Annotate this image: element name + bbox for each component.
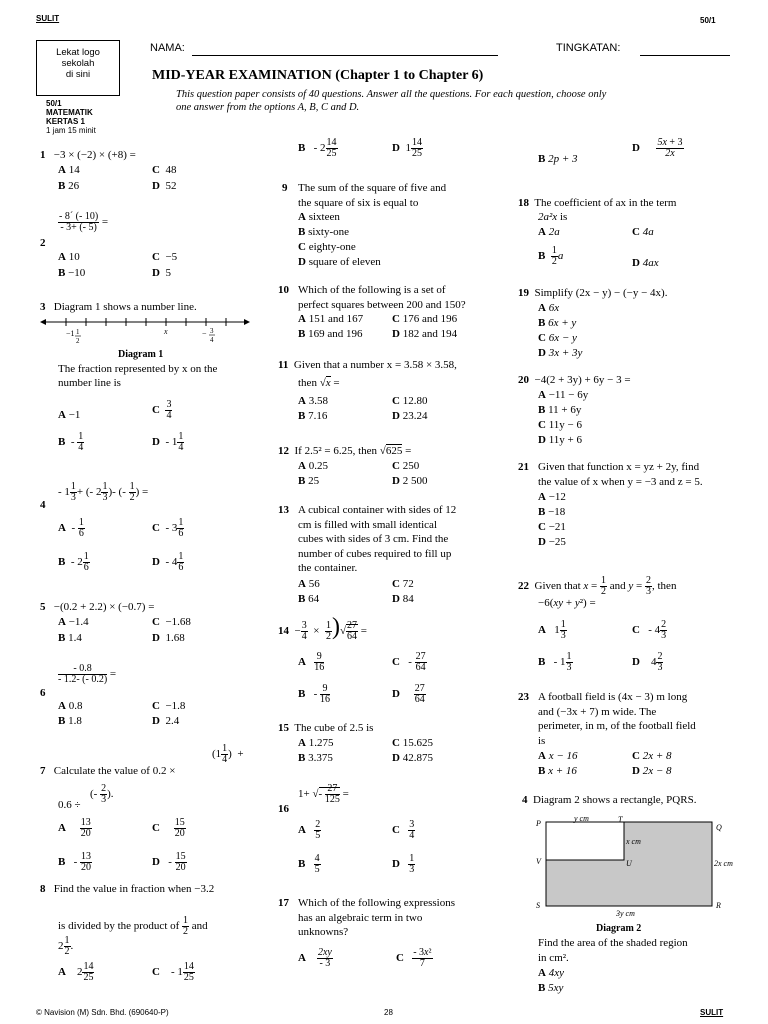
option-d[interactable]: 52 xyxy=(165,180,177,192)
option-b[interactable]: x + 16 xyxy=(548,765,577,777)
option-row: D $\frac{5x + 3}{2x}$ xyxy=(632,137,683,159)
option-b[interactable]: 64 xyxy=(308,593,320,605)
question-number: 14 xyxy=(278,625,289,637)
option-row: A 0.8 xyxy=(58,700,83,712)
option-b[interactable]: 25 xyxy=(308,475,320,487)
question-number: 6 xyxy=(40,687,46,699)
instructions-line: one answer from the options A, B, C and D. xyxy=(176,102,360,113)
option-b[interactable]: 5xy xyxy=(548,982,564,994)
question-text: Given that function x = yz + 2y, find xyxy=(538,461,700,473)
option-row: C - $\frac{27}{64}$ xyxy=(392,651,426,673)
option-row: D 23.24 xyxy=(392,410,428,422)
option-row: C −21 xyxy=(538,521,566,533)
question-text: Diagram 1 shows a number line. xyxy=(53,301,197,313)
question-24 xyxy=(522,793,696,808)
option-row: D 1.68 xyxy=(152,632,185,644)
question-text: perimeter, in m, of the football field xyxy=(538,720,696,732)
option-row: B 5xy xyxy=(538,982,564,994)
question-text: Calculate the value of 0.2 × xyxy=(53,765,176,777)
option-row: B 26 xyxy=(58,180,80,192)
question-text: A football field is (4x − 3) m long xyxy=(538,691,688,703)
option-a[interactable]: 10 xyxy=(68,251,80,263)
question-6-expr: $\frac{- 0.8}{- 1.2- (- 0.2)}$ = xyxy=(58,663,117,685)
option-row: C $\frac{3}{4}$ xyxy=(152,399,172,421)
question-number: 17 xyxy=(278,897,289,909)
option-b[interactable]: −10 xyxy=(68,267,86,279)
option-c[interactable]: −1.8 xyxy=(165,700,186,712)
option-row: C $\frac{\text{- 3x²}}{7}$ xyxy=(396,947,432,969)
option-row: C - 1 $\frac{14}{25}$ xyxy=(152,961,194,983)
option-row: A 2 $\frac{14}{25}$ xyxy=(58,961,94,983)
option-c[interactable]: −21 xyxy=(548,521,566,533)
option-row: B 64 xyxy=(298,593,320,605)
option-c[interactable]: 15.625 xyxy=(402,737,433,749)
option-row: A 1 $\frac{1}{3}$ xyxy=(538,619,566,641)
option-row: D 1 $\frac{14}{25}$ xyxy=(392,137,422,159)
tingkatan-field[interactable] xyxy=(640,55,730,56)
option-row: A $\frac{13}{20}$ xyxy=(58,817,91,839)
svg-text:3: 3 xyxy=(210,327,214,335)
option-row: A 56 xyxy=(298,578,320,590)
question-number: 13 xyxy=(278,504,289,516)
svg-text:4: 4 xyxy=(210,336,214,344)
question-text: then xyxy=(298,377,317,389)
question-text: Find the value in fraction when −3.2 xyxy=(53,883,215,895)
option-d[interactable]: 42.875 xyxy=(402,752,433,764)
option-row: B 3.375 xyxy=(298,752,333,764)
question-number: 5 xyxy=(40,601,46,613)
option-row: A −11 − 6y xyxy=(538,389,589,401)
option-row: B - $\frac{9}{16}$ xyxy=(298,683,331,705)
option-c[interactable]: eighty-one xyxy=(308,241,356,253)
question-text: number line is xyxy=(58,377,121,389)
subject-block xyxy=(46,99,96,135)
question-text: −(0.2 + 2.2) × (−0.7) = xyxy=(53,601,155,613)
svg-text:V: V xyxy=(536,857,541,866)
option-row: B −18 xyxy=(538,506,566,518)
question-text: Which of the following expressions xyxy=(298,897,456,909)
option-a[interactable]: 56 xyxy=(308,578,320,590)
option-a[interactable]: −1 xyxy=(68,409,81,421)
option-row: B 1.8 xyxy=(58,715,82,727)
question-text: in cm². xyxy=(538,952,569,964)
option-row: A −1.4 xyxy=(58,616,89,628)
option-d[interactable]: 5 xyxy=(165,267,171,279)
option-row: D −25 xyxy=(538,536,566,548)
option-c[interactable]: 250 xyxy=(402,460,420,472)
option-b[interactable]: 169 and 196 xyxy=(308,328,363,340)
question-text: Which of the following is a set of xyxy=(298,284,446,296)
question-13 xyxy=(278,503,492,576)
option-row: C eighty-one xyxy=(298,241,356,253)
option-d[interactable]: 2.4 xyxy=(165,715,180,727)
subject-code: 50/1 xyxy=(46,99,62,108)
option-b[interactable]: 1.4 xyxy=(68,632,82,644)
nama-label: NAMA: xyxy=(150,42,185,54)
question-text: and xyxy=(191,920,208,933)
question-19 xyxy=(518,286,667,301)
option-row: B −10 xyxy=(58,267,86,279)
option-row: C 176 and 196 xyxy=(392,313,458,325)
question-text: A cubical container with sides of 12 xyxy=(298,504,457,516)
question-text: Simplify (2x − y) − (−y − 4x). xyxy=(534,287,668,299)
question-text: The fraction represented by x on the xyxy=(58,363,218,375)
question-number: 11 xyxy=(278,359,289,371)
option-a[interactable]: 4xy xyxy=(548,967,564,979)
question-22: 22 Given that x = $\frac{1}{2}$ and y = $\frac{2}{3}$ , then xyxy=(518,575,677,597)
svg-text:2x cm: 2x cm xyxy=(714,859,733,868)
option-row: D 84 xyxy=(392,593,414,605)
option-a[interactable]: −12 xyxy=(548,491,566,503)
question-text: The sum of the square of five and xyxy=(298,182,447,194)
option-row: A x − 16 xyxy=(538,750,578,762)
question-16-expr: 1+ √- $\frac{27}{125}$ = xyxy=(298,783,349,805)
svg-text:Q: Q xyxy=(716,823,722,832)
question-number: 2 xyxy=(40,237,46,249)
option-c[interactable]: 12.80 xyxy=(402,395,428,407)
svg-text:P: P xyxy=(536,819,541,828)
question-text: perfect squares between 200 and 150? xyxy=(298,298,466,311)
logo-line: di sini xyxy=(65,69,91,80)
option-row: B 7.16 xyxy=(298,410,328,422)
question-text: has an algebraic term in two xyxy=(298,911,423,924)
option-b[interactable]: sixty-one xyxy=(308,226,350,238)
option-d[interactable]: 2x − 8 xyxy=(642,765,672,777)
option-a[interactable]: x − 16 xyxy=(548,750,578,762)
question-text: the square of six is equal to xyxy=(298,196,419,209)
question-text: is divided by the product of xyxy=(58,920,180,933)
question-2-expr: $\frac{- 8´ (- 10)}{- 3+ (- 5)}$ = xyxy=(59,211,109,233)
svg-text:−: − xyxy=(202,329,207,338)
option-row: C 11y − 6 xyxy=(538,419,582,431)
option-d[interactable]: square of eleven xyxy=(308,256,381,268)
question-14: 14 − $\frac{3}{4}$ × $\frac{1}{2}$ )√ $\frac{27}{64}$ = xyxy=(278,614,367,642)
option-d[interactable]: 84 xyxy=(402,593,414,605)
option-row: A $\frac{2}{5}$ xyxy=(298,819,321,841)
option-row: B $\frac{4}{5}$ xyxy=(298,853,320,875)
paper-number: KERTAS 1 xyxy=(46,117,85,126)
question-number: 12 xyxy=(278,445,289,457)
option-row: A 1.275 xyxy=(298,737,334,749)
option-a[interactable]: −11 − 6y xyxy=(548,389,589,401)
logo-line: Lekat logo xyxy=(56,47,100,58)
question-17 xyxy=(278,896,492,940)
option-row: A 6x xyxy=(538,302,560,314)
question-number: 1 xyxy=(40,149,46,161)
page-number: 28 xyxy=(384,1008,393,1017)
option-row: D - 1 $\frac{1}{4}$ xyxy=(152,431,184,453)
option-row: C −1.8 xyxy=(152,700,186,712)
option-b[interactable]: 6x + y xyxy=(548,317,577,329)
question-text: unknowns? xyxy=(298,926,349,938)
question-text: If 2.5² = 6.25, then xyxy=(294,445,378,457)
question-21 xyxy=(518,460,732,489)
nama-field[interactable] xyxy=(192,55,498,56)
svg-text:x: x xyxy=(164,327,168,336)
option-row: C - 4 $\frac{2}{3}$ xyxy=(632,619,667,641)
q7-term1: (1 $\frac{1}{4}$ ) + xyxy=(212,743,244,765)
option-row: D 2x − 8 xyxy=(632,765,672,777)
option-b[interactable]: 2p + 3 xyxy=(548,153,578,165)
option-a[interactable]: 0.25 xyxy=(308,460,328,472)
question-9 xyxy=(282,181,492,210)
option-row: A $\frac{9}{16}$ xyxy=(298,651,325,673)
logo-box xyxy=(36,40,120,96)
option-c[interactable]: −1.68 xyxy=(165,616,191,628)
option-row: B - 2 $\frac{1}{6}$ xyxy=(58,551,89,573)
option-row: C - 3 $\frac{1}{6}$ xyxy=(152,517,184,539)
question-text: −3 × (−2) × (+8) = xyxy=(53,149,136,161)
question-15 xyxy=(278,721,373,736)
question-number: 20 xyxy=(518,374,529,386)
option-row: D 11y + 6 xyxy=(538,434,582,446)
question-text: the value of x when y = −3 and z = 5. xyxy=(538,475,703,488)
copyright: © Navision (M) Sdn. Bhd. (690640-P) xyxy=(36,1008,169,1017)
rectangle-pqrs-diagram xyxy=(530,812,736,922)
option-a[interactable]: 151 and 167 xyxy=(308,313,364,325)
question-18-term: 2a²x is xyxy=(538,211,568,223)
option-row: D square of eleven xyxy=(298,256,381,268)
question-11 xyxy=(278,358,457,373)
svg-text:3y cm: 3y cm xyxy=(616,909,635,918)
svg-text:2: 2 xyxy=(76,337,80,345)
option-row: D $\frac{1}{3}$ xyxy=(392,853,415,875)
question-22-expr: −6(xy + y²) = xyxy=(538,597,596,609)
option-row: C 250 xyxy=(392,460,420,472)
question-text: The cube of 2.5 is xyxy=(294,722,374,734)
question-number: 3 xyxy=(40,301,46,313)
option-row: A 3.58 xyxy=(298,395,328,407)
option-row: C 4a xyxy=(632,226,654,238)
option-row: A 2a xyxy=(538,226,560,238)
svg-text:−1: −1 xyxy=(66,329,75,338)
option-row: B - $\frac{1}{4}$ xyxy=(58,431,84,453)
option-row: A $\frac{2xy}{- 3}$ xyxy=(298,947,332,969)
option-d[interactable]: 1.68 xyxy=(165,632,185,644)
question-20 xyxy=(518,373,631,388)
question-text: −4(2 + 3y) + 6y − 3 = xyxy=(534,374,631,386)
svg-text:x cm: x cm xyxy=(626,837,641,846)
svg-text:y cm: y cm xyxy=(574,814,589,823)
question-number: 8 xyxy=(40,883,46,895)
option-row: A 14 xyxy=(58,164,80,176)
option-row: D 3x + 3y xyxy=(538,347,583,359)
question-1 xyxy=(40,148,136,163)
option-row: A - $\frac{1}{6}$ xyxy=(58,517,84,539)
question-number: 4 xyxy=(40,499,46,511)
option-row: A 151 and 167 xyxy=(298,313,364,325)
question-number: 7 xyxy=(40,765,46,777)
option-row: A −12 xyxy=(538,491,566,503)
option-row: B - $\frac{13}{20}$ xyxy=(58,851,92,873)
option-row: D - $\frac{15}{20}$ xyxy=(152,851,186,873)
question-text: Given that a number x = 3.58 × 3.58, xyxy=(293,359,457,371)
option-d[interactable]: 11y + 6 xyxy=(548,434,582,446)
sulit-footer: SULIT xyxy=(700,1008,724,1017)
option-row: C −1.68 xyxy=(152,616,191,628)
option-b[interactable]: 26 xyxy=(68,180,80,192)
option-d[interactable]: 2 500 xyxy=(402,475,428,487)
option-row: D 182 and 194 xyxy=(392,328,458,340)
option-row: B 25 xyxy=(298,475,320,487)
svg-text:S: S xyxy=(536,901,540,910)
option-a[interactable]: 14 xyxy=(68,164,80,176)
question-number: 10 xyxy=(278,284,289,296)
question-text: Diagram 2 shows a rectangle, PQRS. xyxy=(533,794,697,806)
option-d[interactable]: 23.24 xyxy=(402,410,428,422)
option-c[interactable]: 2x + 8 xyxy=(642,750,672,762)
option-row: C 2x + 8 xyxy=(632,750,672,762)
question-18 xyxy=(518,196,730,211)
sulit-mark: SULIT xyxy=(36,14,60,23)
instructions xyxy=(176,88,716,114)
option-row: B 6x + y xyxy=(538,317,577,329)
question-number: 9 xyxy=(282,182,288,194)
question-4-expr: - 1 $\frac{1}{3}$ + (- 2 $\frac{1}{3}$ )- (- $\frac{1}{2}$ ) = xyxy=(58,481,149,503)
option-d[interactable]: −25 xyxy=(548,536,566,548)
subject-name: MATEMATIK xyxy=(46,108,93,117)
option-a[interactable]: 2a xyxy=(548,226,560,238)
option-row: C $\frac{15}{20}$ xyxy=(152,817,185,839)
question-number: 19 xyxy=(518,287,529,299)
diagram-caption: Diagram 1 xyxy=(118,349,164,360)
svg-text:T: T xyxy=(618,815,623,824)
option-row: B $\frac{1}{2}$ a xyxy=(538,245,564,267)
question-text: Find the area of the shaded region xyxy=(538,937,688,949)
question-number: 21 xyxy=(518,461,529,473)
option-row: D 2 500 xyxy=(392,475,428,487)
question-text: cubes with sides of 3 cm. Find the xyxy=(298,533,449,545)
question-number: 16 xyxy=(278,803,289,815)
option-row: D 2.4 xyxy=(152,715,180,727)
question-text: The coefficient of ax in the term xyxy=(534,197,677,209)
option-a[interactable]: −1.4 xyxy=(68,616,89,628)
option-d[interactable]: 182 and 194 xyxy=(402,328,458,340)
q8-term: 2 $\frac{1}{2}$ . xyxy=(58,935,74,957)
question-3 xyxy=(40,300,197,315)
option-c[interactable]: 48 xyxy=(165,164,177,176)
option-c[interactable]: 4a xyxy=(642,226,654,238)
option-d[interactable]: 4ax xyxy=(642,257,659,269)
svg-text:U: U xyxy=(626,859,632,868)
option-row: A 0.25 xyxy=(298,460,328,472)
question-8 xyxy=(40,882,214,897)
question-number: 18 xyxy=(518,197,529,209)
question-8-line2: is divided by the product of $\frac{1}{2}$ and xyxy=(58,915,208,937)
paper-code: 50/1 xyxy=(700,16,716,25)
question-number: 23 xyxy=(518,691,529,703)
question-12: 12 If 2.5² = 6.25, then √625 = xyxy=(278,445,412,457)
question-text: 0.6 ÷ xyxy=(58,799,81,811)
option-row: D - 4 $\frac{1}{6}$ xyxy=(152,551,184,573)
option-c[interactable]: 11y − 6 xyxy=(548,419,582,431)
option-b[interactable]: 3.375 xyxy=(308,752,333,764)
option-row: B - 1 $\frac{1}{3}$ xyxy=(538,651,572,673)
option-c[interactable]: 6x − y xyxy=(548,332,577,344)
diagram-caption: Diagram 2 xyxy=(596,923,642,934)
question-23 xyxy=(518,690,732,748)
option-d[interactable]: 3x + 3y xyxy=(548,347,583,359)
tingkatan-label: TINGKATAN: xyxy=(556,42,621,54)
option-row: C $\frac{3}{4}$ xyxy=(392,819,415,841)
option-row: B x + 16 xyxy=(538,765,577,777)
question-10 xyxy=(278,283,494,312)
option-row: C 15.625 xyxy=(392,737,433,749)
svg-text:R: R xyxy=(716,901,721,910)
question-11-line2: then √x = xyxy=(298,377,340,389)
option-c[interactable]: 176 and 196 xyxy=(402,313,458,325)
duration: 1 jam 15 minit xyxy=(46,126,96,135)
question-text: is xyxy=(538,734,546,747)
option-row: B 11 + 6y xyxy=(538,404,582,416)
question-number: 22 xyxy=(518,580,529,593)
option-c[interactable]: 72 xyxy=(402,578,414,590)
question-text: number of cubes required to fill up xyxy=(298,547,452,560)
option-row: D $\frac{27}{64}$ xyxy=(392,683,425,705)
option-row: B sixty-one xyxy=(298,226,350,238)
option-b[interactable]: 7.16 xyxy=(308,410,328,422)
option-row: D 5 xyxy=(152,267,171,279)
question-number: 15 xyxy=(278,722,289,734)
option-row: C 12.80 xyxy=(392,395,428,407)
question-number: 4 xyxy=(522,794,528,806)
option-b[interactable]: −18 xyxy=(548,506,566,518)
option-row: D 4 $\frac{2}{3}$ xyxy=(632,651,663,673)
question-7 xyxy=(40,764,175,779)
number-line xyxy=(40,314,250,346)
option-row: C 6x − y xyxy=(538,332,577,344)
option-row: A 10 xyxy=(58,251,80,263)
option-row: D 4ax xyxy=(632,257,659,269)
option-row: B 1.4 xyxy=(58,632,82,644)
instructions-line: This question paper consists of 40 questions. Answer all the questions. For each question, choose only xyxy=(176,89,607,100)
option-c[interactable]: −5 xyxy=(165,251,178,263)
option-b[interactable]: 11 + 6y xyxy=(548,404,582,416)
logo-line: sekolah xyxy=(61,58,95,69)
option-row: C 48 xyxy=(152,164,177,176)
option-row: D 52 xyxy=(152,180,177,192)
option-b[interactable]: 1.8 xyxy=(68,715,82,727)
option-row: B 169 and 196 xyxy=(298,328,363,340)
option-a[interactable]: sixteen xyxy=(308,211,340,223)
option-row: C −5 xyxy=(152,251,178,263)
option-row: C 72 xyxy=(392,578,414,590)
question-5 xyxy=(40,600,154,615)
option-row: D 42.875 xyxy=(392,752,433,764)
option-row: B 2p + 3 xyxy=(538,153,578,165)
option-row: B - 2 $\frac{14}{25}$ xyxy=(298,137,337,159)
q7-term2: (- $\frac{2}{3}$ ). xyxy=(90,783,114,805)
question-text: the container. xyxy=(298,562,358,574)
option-a[interactable]: 3.58 xyxy=(308,395,328,407)
option-row: A −1 xyxy=(58,409,81,421)
option-a[interactable]: 0.8 xyxy=(68,700,83,712)
question-text: and (−3x + 7) m wide. The xyxy=(538,705,657,718)
option-a[interactable]: 6x xyxy=(548,302,560,314)
option-a[interactable]: 1.275 xyxy=(308,737,334,749)
svg-text:1: 1 xyxy=(76,328,80,336)
option-row: A 4xy xyxy=(538,967,564,979)
page-title: MID-YEAR EXAMINATION (Chapter 1 to Chapter 6) xyxy=(152,68,484,83)
option-row: A sixteen xyxy=(298,211,340,223)
question-text: cm is filled with small identical xyxy=(298,518,437,531)
